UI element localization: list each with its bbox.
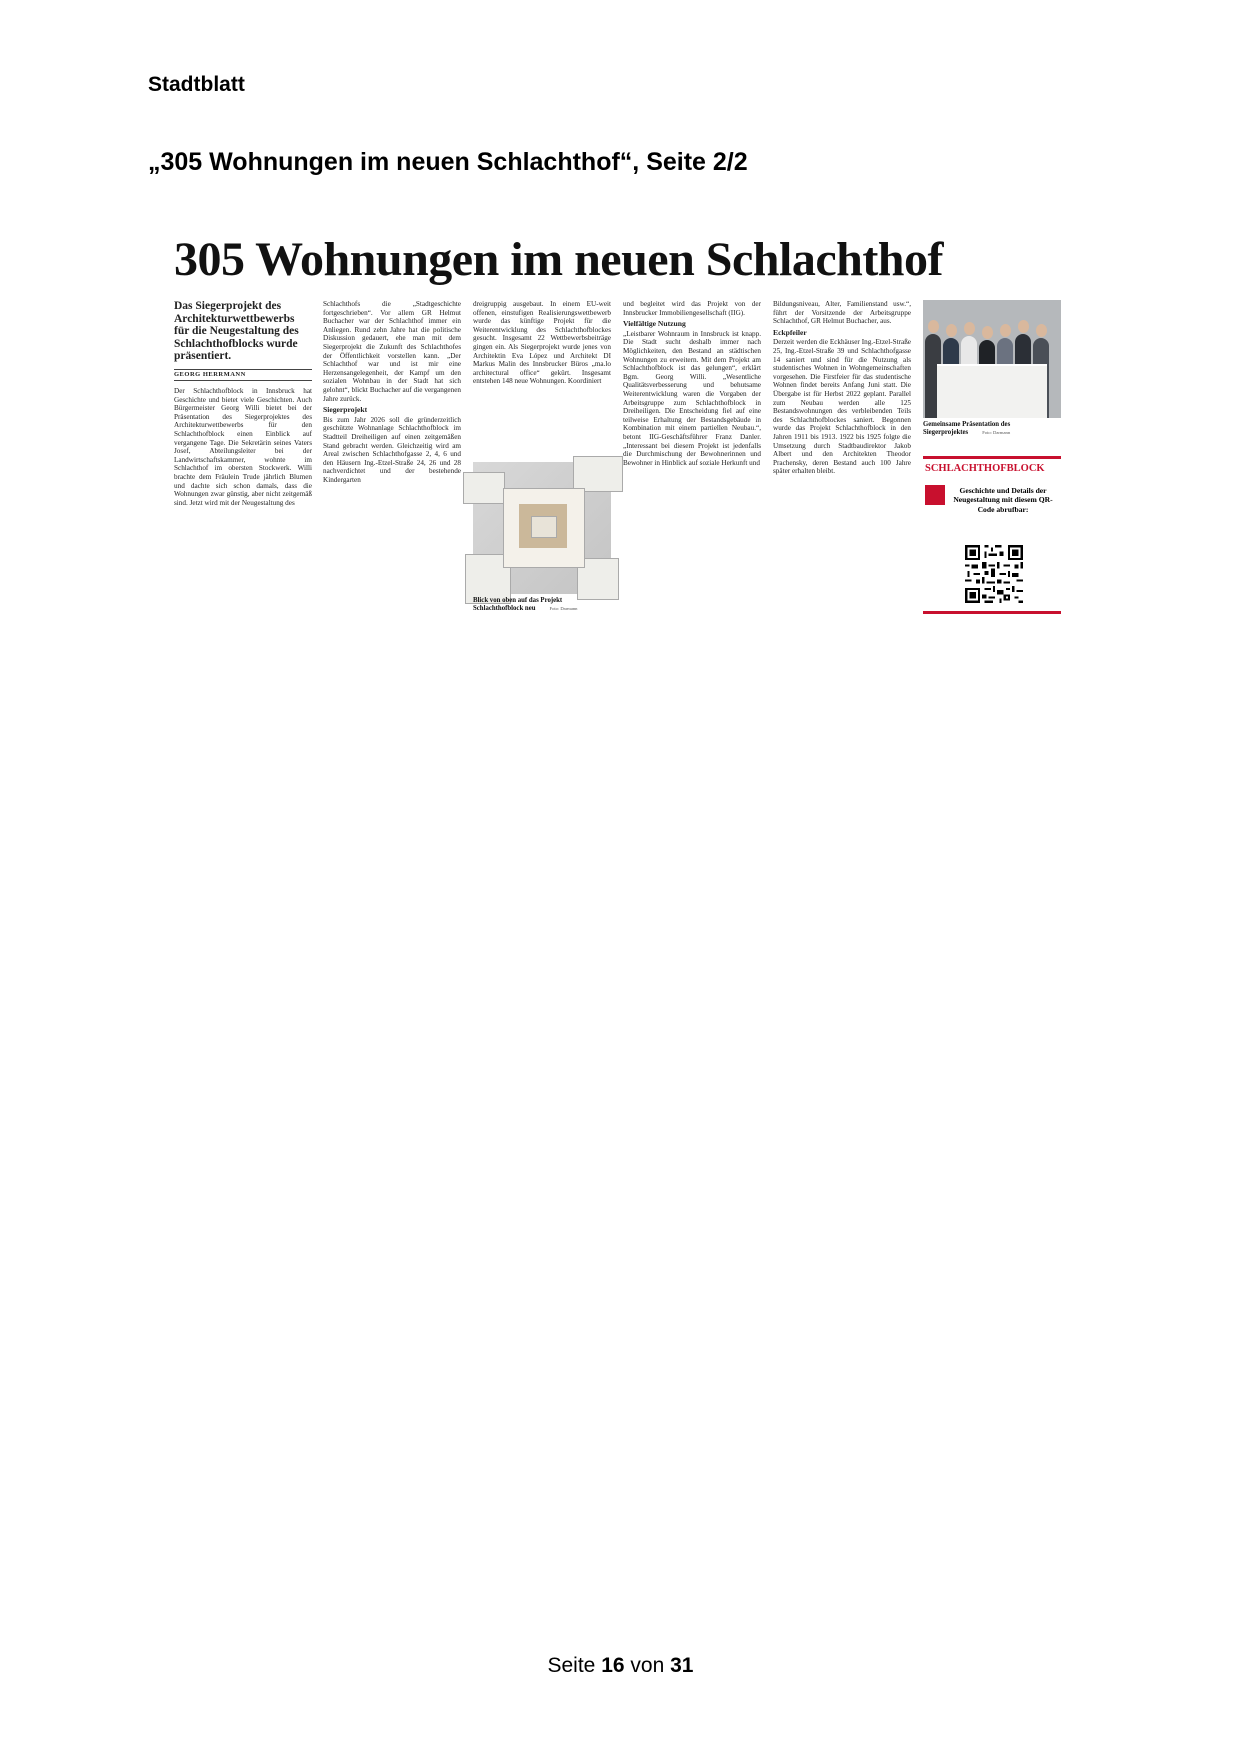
source-label: Stadtblatt (148, 73, 245, 96)
render-caption-text: Blick von oben auf das Projekt Schlachthofblock neu (473, 597, 563, 612)
page-heading: „305 Wohnungen im neuen Schlachthof“, Seite 2/2 (148, 148, 748, 176)
qr-code-icon[interactable] (963, 543, 1025, 605)
newspaper-clipping (172, 233, 1064, 620)
article-column-2 (323, 300, 461, 618)
footer-middle: von (630, 1654, 665, 1677)
column-4-text-2: „Leistbarer Wohnraum in Innsbruck ist knapp. Die Stadt sucht deshalb immer nach Möglichkeiten, den Bestand an städtischen Wohnungen zu erweitern. Mit dem Projekt am Schlachthofblock ist das gelungen“, erklärt Bgm. Georg Willi. „Wesentliche Qualitätsverbesserung und behutsame Weiterentwicklung waren die Vorgaben der Arbeitsgruppe zum Schlachthofblock in Dreiheiligen. Die Entscheidung fiel auf eine teilweise Erhaltung der Bestandsgebäude in Kombination mit einem partiellen Neubau.“, betont IIG-Geschäftsführer Franz Danler. „Interessant bei diesem Projekt ist jedenfalls die Durchmischung der Bewohnerinnen und Bewohner in Hinblick auf soziale Herkunft und (623, 329, 761, 467)
footer-prefix: Seite (547, 1654, 596, 1677)
article-kicker: Das Siegerprojekt des Architekturwettbewerbs für die Neugestaltung des Schlachthofblocks wurde präsentiert. (174, 300, 299, 362)
architecture-model (937, 364, 1047, 418)
column-1-text: Der Schlachthofblock in Innsbruck hat Geschichte und bietet viele Geschichten. Auch Bürgermeister Georg Willi bietet bei der Präsentation des Siegerprojektes des Architekturwettbewerbs für den Schlachthofblock einen Einblick auf vergangene Tage. Die Sekretärin seines Vaters Josef, Abteilungsleiter bei der Landwirtschaftskammer, wohnte im Schlachthof im obersten Stockwerk. Willi brachte dem Fräulein Trude jährlich Blumen und dachte sich schon damals, dass die Wohnungen zwar günstig, aber nicht zeitgemäß sind. Jetzt wird mit der Neugestaltung des (174, 387, 312, 507)
footer-total-pages: 31 (670, 1654, 694, 1677)
column-2-subheading: Siegerprojekt (323, 405, 368, 415)
column-5-subheading: Eckpfeiler (773, 327, 807, 337)
article-column-3 (473, 300, 611, 386)
info-box (923, 456, 1061, 614)
article-author: GEORG HERRMANN (174, 369, 312, 382)
column-2-text-2: Bis zum Jahr 2026 soll die gründerzeitlich geschützte Wohnanlage Schlachthofblock im Stadtteil Dreiheiligen auf einen zeitgemäßen Stand gebracht werden. Gleichzeitig wird am Areal zwischen Schlachthofgasse 2, 4, 6 und den Häusern Ing.-Etzel-Straße 24, 26 und 28 nachverdichtet und der bestehende Kindergarten (323, 415, 461, 484)
page-footer (0, 1654, 1241, 1678)
article-column-1 (174, 300, 312, 508)
photo-caption-text: Gemeinsame Präsentation des Siegerprojektes (923, 421, 1011, 436)
photo-credit: Foto: Darmann (982, 430, 1011, 435)
render-caption (473, 597, 611, 613)
info-box-text: Geschichte und Details der Neugestaltung mit diesem QR-Code abrufbar: (953, 486, 1053, 514)
photo-caption (923, 421, 1061, 437)
article-headline: 305 Wohnungen im neuen Schlachthof (174, 233, 943, 286)
column-5-text-1: Bildungsniveau, Alter, Familienstand usw.“, führt der Vorsitzende der Arbeitsgruppe Schlachthof, GR Helmut Buchacher, aus. (773, 300, 911, 326)
footer-page-number: 16 (601, 1654, 625, 1677)
presentation-photo (923, 300, 1061, 418)
article-column-4 (623, 300, 761, 618)
project-render-image (473, 462, 611, 594)
column-4-subheading: Vielfältige Nutzung (623, 319, 686, 329)
article-column-5 (773, 300, 911, 618)
column-5-text-2: Derzeit werden die Eckhäuser Ing.-Etzel-Straße 25, Ing.-Etzel-Straße 39 und Schlachthofgasse 14 saniert und sind für die Nutzung als studentisches Wohnen in Wohngemeinschaften vorgesehen. Die Firstfeier für das studentische Wohnen findet bereits Anfang Juni statt. Die Übergabe ist für Herbst 2022 geplant. Parallel zum Neubau werden alle 125 Bestandswohnungen des verbleibenden Teils des Schlachthofblockes saniert. Begonnen wurde das Projekt Schlachthofblock in den Jahren 1911 bis 1913. 1922 bis 1925 folgte die Umsetzung durch Stadtbaudirektor Jakob Albert und den Architekten Theodor Prachensky, deren Bestand auch 100 Jahre später erhalten bleibt. (773, 338, 911, 476)
column-4-text-1: und begleitet wird das Projekt von der Innsbrucker Immobiliengesellschaft (IIG). (623, 300, 761, 317)
column-2-text-1: Schlachthofs die „Stadtgeschichte fortgeschrieben“. Vor allem GR Helmut Buchacher war der Schlachthof immer ein Anliegen. Rund zehn Jahre hat die politische Diskussion gedauert, ehe man mit dem Siegerprojekt die Zukunft des Schlachthofes der Öffentlichkeit vorstellen kann. „Der Schlachthof war und ist mir eine Herzensangelegenheit, der Kampf um den sozialen Wohnbau in der Stadt hat sich gelohnt“, blickt Buchacher auf die vergangenen Jahre zurück. (323, 300, 461, 403)
newspaper-logo-icon (925, 485, 945, 505)
render-credit: Foto: Darmann (549, 606, 578, 611)
info-box-title: SCHLACHTHOFBLOCK (925, 463, 1045, 474)
column-3-text: dreigruppig ausgebaut. In einem EU-weit offenen, einstufigen Realisierungswettbewerb wurde das künftige Projekt für die Weiterentwicklung des Schlachthofblockes gesucht. Insgesamt 22 Wettbewerbsbeiträge gingen ein. Als Siegerprojekt wurde jenes von Architektin Eva López und Architekt DI Markus Malin des Innsbrucker Büros „ma.lo architectural office“ gekürt. Insgesamt entstehen 148 neue Wohnungen. Koordiniert (473, 300, 611, 386)
